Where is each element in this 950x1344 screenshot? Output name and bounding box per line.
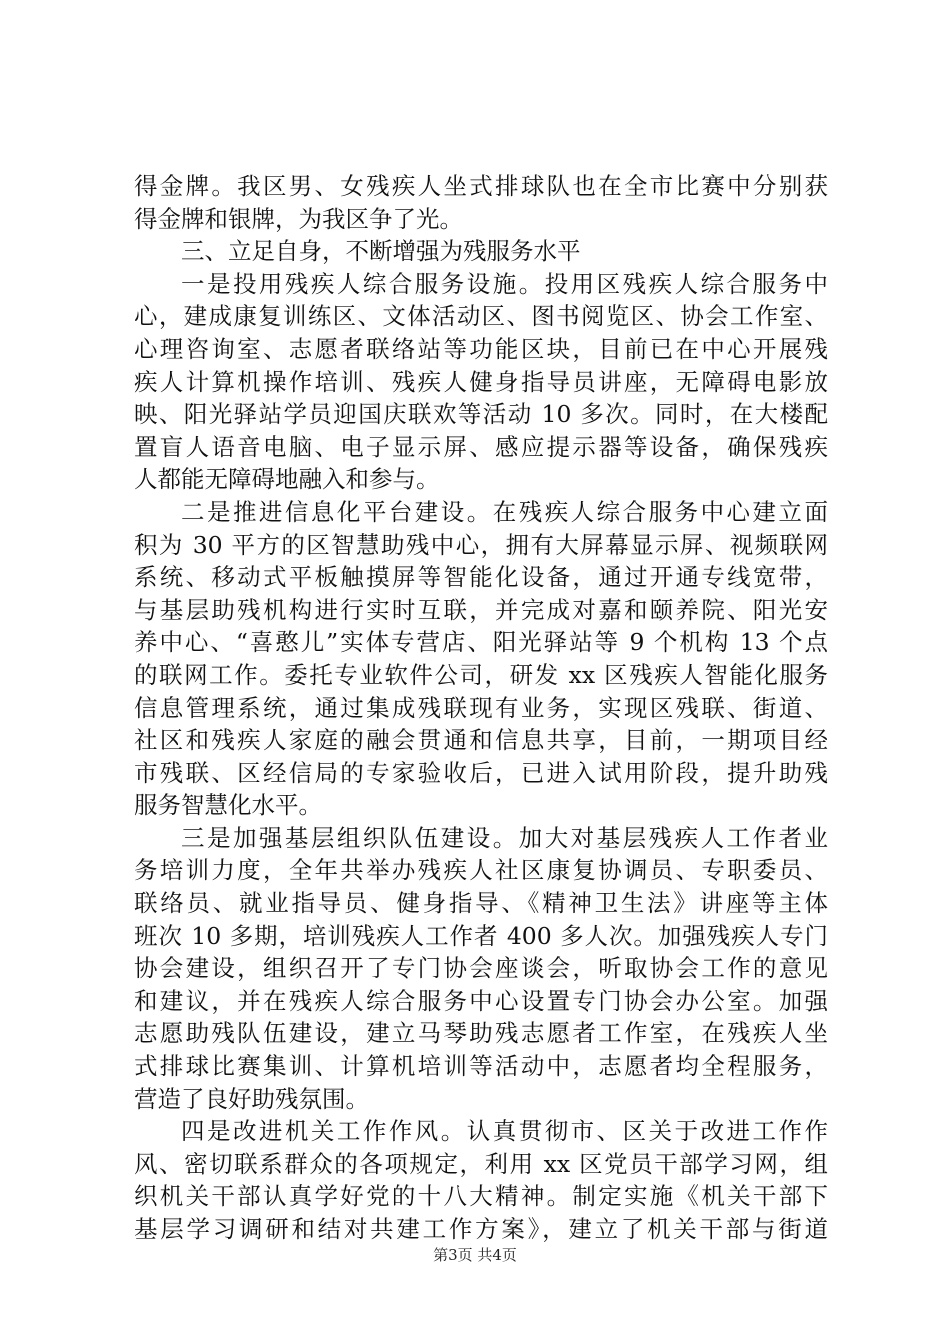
text-line: 务培训力度，全年共举办残疾人社区康复协调员、专职委员、 xyxy=(134,856,828,885)
text-line: 三、立足自身，不断增强为残服务水平 xyxy=(181,237,581,266)
text-line: 式排球比赛集训、计算机培训等活动中，志愿者均全程服务， xyxy=(134,1052,828,1081)
text-line: 织机关干部认真学好党的十八大精神。制定实施《机关干部下 xyxy=(134,1182,828,1211)
text-line: 二是推进信息化平台建设。在残疾人综合服务中心建立面 xyxy=(181,497,828,526)
text-line: 疾人计算机操作培训、残疾人健身指导员讲座，无障碍电影放 xyxy=(134,367,828,396)
text-line: 得金牌和银牌，为我区争了光。 xyxy=(134,204,463,233)
text-line: 系统、移动式平板触摸屏等智能化设备，通过开通专线宽带， xyxy=(134,563,828,592)
text-line: 一是投用残疾人综合服务设施。投用区残疾人综合服务中 xyxy=(181,269,828,298)
page-footer: 第3页 共4页 xyxy=(433,1246,517,1264)
text-line: 社区和残疾人家庭的融会贯通和信息共享，目前，一期项目经 xyxy=(134,726,828,755)
text-line: 映、阳光驿站学员迎国庆联欢等活动 10 多次。同时，在大楼配 xyxy=(134,400,828,429)
text-line: 信息管理系统，通过集成残联现有业务，实现区残联、街道、 xyxy=(134,693,828,722)
text-line: 志愿助残队伍建设，建立马琴助残志愿者工作室，在残疾人坐 xyxy=(134,1019,828,1048)
document-body xyxy=(134,170,828,1246)
text-line: 联络员、就业指导员、健身指导、《精神卫生法》讲座等主体 xyxy=(134,889,828,918)
text-line: 的联网工作。委托专业软件公司，研发 xx 区残疾人智能化服务 xyxy=(134,660,828,689)
text-line: 四是改进机关工作作风。认真贯彻市、区关于改进工作作 xyxy=(181,1117,828,1146)
text-line: 服务智慧化水平。 xyxy=(134,791,322,820)
text-line: 市残联、区经信局的专家验收后，已进入试用阶段，提升助残 xyxy=(134,758,828,787)
text-line: 与基层助残机构进行实时互联，并完成对嘉和颐养院、阳光安 xyxy=(134,595,828,624)
text-line: 心理咨询室、志愿者联络站等功能区块，目前已在中心开展残 xyxy=(134,334,828,363)
text-line: 养中心、“喜憨儿”实体专营店、阳光驿站等 9 个机构 13 个点 xyxy=(134,628,828,657)
text-line: 人都能无障碍地融入和参与。 xyxy=(134,465,440,494)
text-line: 和建议，并在残疾人综合服务中心设置专门协会办公室。加强 xyxy=(134,986,828,1015)
text-line: 协会建设，组织召开了专门协会座谈会，听取协会工作的意见 xyxy=(134,954,828,983)
text-line: 营造了良好助残氛围。 xyxy=(134,1084,369,1113)
text-line: 基层学习调研和结对共建工作方案》，建立了机关干部与街道 xyxy=(134,1215,828,1243)
text-line: 积为 30 平方的区智慧助残中心，拥有大屏幕显示屏、视频联网 xyxy=(134,530,828,559)
text-line: 心，建成康复训练区、文体活动区、图书阅览区、协会工作室、 xyxy=(134,302,828,331)
text-line: 班次 10 多期，培训残疾人工作者 400 多人次。加强残疾人专门 xyxy=(134,921,828,950)
text-line: 风、密切联系群众的各项规定，利用 xx 区党员干部学习网，组 xyxy=(134,1149,828,1178)
text-line: 得金牌。我区男、女残疾人坐式排球队也在全市比赛中分别获 xyxy=(134,172,828,200)
text-line: 置盲人语音电脑、电子显示屏、感应提示器等设备，确保残疾 xyxy=(134,432,828,461)
text-line: 三是加强基层组织队伍建设。加大对基层残疾人工作者业 xyxy=(181,823,828,852)
